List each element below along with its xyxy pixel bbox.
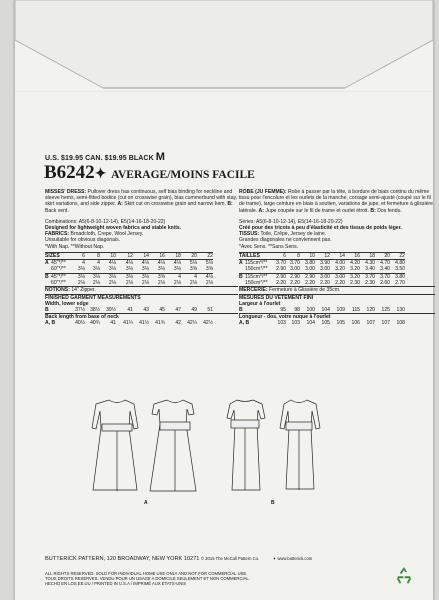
pattern-envelope-back (14, 0, 434, 600)
website: ✦ www.butterick.com (272, 556, 313, 561)
table-cell: 2.20 (305, 280, 315, 287)
table-cell: 3.00 (335, 273, 345, 280)
table-cell: 3.20 (350, 273, 360, 280)
recycle-icon (395, 566, 413, 589)
table-cell: 45"*/** (51, 273, 66, 280)
copyright: © 2015 The McCall Pattern Co. (200, 556, 260, 561)
table-cell: 3⅛ (125, 266, 133, 273)
fr-finished-label: MESURES DU VÊTEMENT FINI (239, 294, 435, 301)
table-row (239, 273, 405, 280)
table-cell: B (239, 306, 243, 313)
table-cell: 40½ (75, 320, 85, 327)
table-cell: 51 (207, 306, 213, 313)
table-cell: 45"*/** (51, 260, 66, 267)
table-cell: 45 (159, 306, 165, 313)
table-cell: 4⅛ (108, 260, 116, 267)
table-cell: 2⅛ (77, 280, 85, 287)
difficulty-level: AVERAGE/MOINS FACILE (111, 169, 255, 181)
table-cell: 3⅝ (157, 273, 165, 280)
dress-b-front-sketch (280, 400, 320, 490)
table-cell: 107 (366, 320, 375, 327)
table-cell: 16 (159, 252, 165, 259)
table-cell: 49 (191, 306, 197, 313)
table-cell: 3.00 (290, 266, 300, 273)
table-cell: 2.90 (305, 273, 315, 280)
table-cell: 47 (175, 306, 181, 313)
table-cell: A (45, 260, 49, 267)
table-cell: 3.70 (290, 260, 300, 267)
legal-notices: ALL RIGHTS RESERVED. SOLD FOR INDIVIDUAL HOME USE ONLY AND NOT FOR COMMERCIAL USE. TOUS DROITS RESERVES. VENDU POUR UN USAGE A DOMICILE SEULEMENT ET NON COMMERCIAL. HECHO EN LOS EE.UU / PRINTED IN U.S.A / IMPRIMÉ AUX ETATS-UNIS (45, 571, 250, 586)
table-cell: 4.30 (365, 260, 375, 267)
table-row (45, 320, 213, 326)
table-cell: 2⅛ (189, 280, 197, 287)
table-row (45, 266, 213, 273)
en-fabrics: FABRICS: Broadcloth, Crepe, Wool Jersey. (45, 231, 144, 238)
star-icon: ✦ (94, 167, 107, 182)
dress-a-front-sketch (92, 400, 138, 491)
table-cell: 3⅛ (157, 266, 165, 273)
fr-designed: Créé pour des tricots à peu d'élasticité et des tissus de poids léger. (239, 225, 402, 232)
table-cell: 95 (280, 306, 286, 313)
publisher-footer (45, 556, 312, 562)
en-sizes-label: SIZES (45, 252, 60, 259)
pattern-number-line (44, 162, 255, 184)
table-cell: 4 (178, 273, 181, 280)
table-cell: 8 (97, 252, 100, 259)
table-cell: 4⅛ (141, 260, 149, 267)
table-cell: 37½ (75, 306, 85, 313)
en-yardage-table (45, 252, 213, 286)
table-cell: 3⅛ (125, 273, 133, 280)
fr-length-table (239, 320, 405, 326)
table-cell: 115 (351, 306, 360, 313)
en-nap: *With Nap. **Without Nap. (45, 243, 105, 250)
table-cell: 2⅛ (125, 280, 133, 287)
fr-width-label: Largeur à l'ourlet (239, 300, 281, 307)
price-us: U.S. $19.95 (45, 155, 84, 162)
fr-combinations: Séries: A5(6-8-10-12-14), E5(14-16-18-20-22) (239, 218, 343, 225)
table-cell: 3⅝ (189, 266, 197, 273)
table-cell: 5⅛ (205, 260, 213, 267)
table-cell: 3.20 (335, 266, 345, 273)
publisher-address: BUTTERICK PATTERN, 120 BROADWAY, NEW YORK 10271 (45, 556, 200, 562)
table-cell: 4⅛ (157, 260, 165, 267)
table-cell: A, B (239, 320, 250, 327)
table-cell: 6 (82, 252, 85, 259)
table-cell: 20 (191, 252, 197, 259)
table-cell: 98 (294, 306, 300, 313)
table-cell: 3⅛ (108, 273, 116, 280)
price-can: CAN. $19.95 (85, 155, 127, 162)
table-cell: 3.80 (305, 260, 315, 267)
table-cell: 2⅛ (157, 280, 165, 287)
table-cell: 41¼ (123, 320, 133, 327)
table-cell: 2.60 (380, 280, 390, 287)
table-cell: 106 (351, 320, 360, 327)
table-cell: 5⅛ (189, 260, 197, 267)
pattern-number: B6242 (44, 162, 95, 183)
table-cell: 16 (354, 252, 360, 259)
table-cell: 41¾ (155, 320, 165, 327)
table-cell: 2.30 (365, 280, 375, 287)
sketch-label-b: B (271, 500, 275, 506)
technical-sketches (87, 396, 337, 512)
table-cell: 38½ (90, 306, 100, 313)
table-row (239, 266, 405, 273)
table-cell: 108 (396, 320, 405, 327)
en-length-table (45, 320, 213, 326)
table-cell: 3.40 (365, 266, 375, 273)
table-cell: 8 (297, 252, 300, 259)
table-cell: 4⅛ (173, 260, 181, 267)
table-cell: 12 (324, 252, 330, 259)
table-cell: 3.00 (320, 273, 330, 280)
table-cell: 40¾ (90, 320, 100, 327)
en-combinations: Combinations: A5(6-8-10-12-14), E5(14-16-18-20-22) (45, 218, 166, 225)
dress-b-back-sketch (227, 400, 265, 490)
table-cell: 42¼ (187, 320, 197, 327)
fr-nap: *Avec Sens. **Sans Sens. (239, 243, 299, 250)
table-cell: 3.20 (350, 266, 360, 273)
en-notions: NOTIONS: 14" Zipper. (45, 286, 238, 293)
table-cell: 3.00 (305, 266, 315, 273)
table-cell: 4.80 (395, 260, 405, 267)
table-cell: 104 (321, 306, 330, 313)
table-cell: 2⅛ (108, 280, 116, 287)
table-cell: 3.70 (365, 273, 375, 280)
table-cell: 2.30 (350, 280, 360, 287)
table-cell: 3.80 (395, 273, 405, 280)
table-cell: 100 (306, 306, 315, 313)
table-row (239, 280, 405, 286)
french-column (239, 189, 435, 327)
table-cell: 3⅛ (92, 266, 100, 273)
table-cell: 4 (97, 260, 100, 267)
table-cell: 105 (336, 320, 345, 327)
table-cell: 2.90 (276, 273, 286, 280)
en-finished-label: FINISHED GARMENT MEASUREMENTS (45, 294, 238, 301)
table-cell: 6 (283, 252, 286, 259)
brand-initial: M (155, 151, 166, 163)
table-cell: 39½ (106, 306, 116, 313)
table-cell: 14 (339, 252, 345, 259)
fr-sizes-label: TAILLES (239, 252, 260, 259)
table-cell: 115cm*/** (245, 273, 268, 280)
table-cell: 2.70 (395, 280, 405, 287)
table-cell: 42½ (203, 320, 213, 327)
en-length-label: Back length from base of neck (45, 313, 238, 320)
table-cell: 4.00 (335, 260, 345, 267)
table-cell: 4.20 (350, 260, 360, 267)
table-cell: 60"*/** (51, 280, 66, 287)
table-cell: 125 (381, 306, 390, 313)
table-cell: 3⅛ (141, 266, 149, 273)
en-designed: Designed for lightweight woven fabrics and stable knits. (45, 225, 182, 232)
table-cell: 18 (175, 252, 181, 259)
table-cell: B (239, 273, 243, 280)
table-cell: 3⅛ (173, 266, 181, 273)
table-cell: 3.50 (395, 266, 405, 273)
table-cell: 3⅛ (77, 266, 85, 273)
fr-metric-table (239, 252, 405, 286)
fr-notions: MERCERIE: Fermeture à Glissière de 35cm. (239, 286, 435, 293)
table-cell: 10 (110, 252, 116, 259)
table-cell: 3.90 (320, 260, 330, 267)
table-cell: 3⅛ (77, 273, 85, 280)
table-cell: 4⅛ (205, 273, 213, 280)
table-cell: 3⅛ (141, 273, 149, 280)
table-cell: 130 (396, 306, 405, 313)
table-cell: 60"*/** (51, 266, 66, 273)
table-cell: 2.90 (290, 273, 300, 280)
color-code: BLACK (128, 155, 154, 162)
table-cell: B (45, 306, 49, 313)
en-description: MISSES' DRESS: Pullover dress has continuous, self bias binding for neckline and sleeve hems, semi-fitted bodice (cut on crosswise grain), bias cummerbund with stay, skirt variations, and side zipper. A: Skirt cut on crosswise grain and narrow hem. B: Back vent. (45, 189, 238, 214)
table-cell: 2.20 (276, 280, 286, 287)
table-cell: 41½ (139, 320, 149, 327)
fr-description: ROBE (JU FEMME): Robe à passer par la tête, à bordure de biais continu du même tissu pour l'encolure et les ourlets de la manche, corsage semi-ajusté (coupé sur le fil de trame), large ceinture en biais à soutien, variations de jupe, et fermeture à glissière latérale. A: Jupe coupée sur le fil de trame et ourlet étroit. B: Dos fendu. (239, 189, 433, 214)
table-cell: 4 (82, 260, 85, 267)
table-cell: 2.20 (320, 280, 330, 287)
table-cell: 2.20 (290, 280, 300, 287)
en-width-label: Width, lower edge (45, 300, 89, 307)
table-cell: 150cm*/** (245, 266, 268, 273)
table-cell: 107 (381, 320, 390, 327)
table-cell: 2⅛ (173, 280, 181, 287)
table-cell: 20 (384, 252, 390, 259)
table-cell: 41 (127, 306, 133, 313)
envelope-flap (15, 0, 433, 92)
table-cell: B (45, 273, 49, 280)
table-cell: 150cm*/** (245, 280, 268, 287)
table-row (239, 260, 405, 267)
table-row (45, 260, 213, 267)
table-row (239, 320, 405, 326)
table-cell: 4⅛ (125, 260, 133, 267)
table-cell: 2⅛ (92, 280, 100, 287)
table-cell: 3.70 (276, 260, 286, 267)
table-cell: 105 (321, 320, 330, 327)
table-cell: 4 (194, 273, 197, 280)
table-cell: 3⅛ (108, 266, 116, 273)
table-cell: 3.00 (320, 266, 330, 273)
table-cell: 22 (207, 252, 213, 259)
table-cell: A, B (45, 320, 56, 327)
table-cell: 18 (369, 252, 375, 259)
table-cell: 2⅛ (205, 280, 213, 287)
english-column (45, 189, 238, 327)
fr-length-label: Longueur - dos, votre nuque à l'ourlet (239, 313, 435, 320)
table-cell: 2⅛ (141, 280, 149, 287)
table-row (45, 273, 213, 280)
table-cell: 120 (366, 306, 375, 313)
table-cell: 43 (143, 306, 149, 313)
table-cell: 109 (336, 306, 345, 313)
table-cell: 103 (291, 320, 300, 327)
fr-fabrics: TISSUS: Toile, Crêpe, Jersey de laine. (239, 231, 327, 238)
table-cell: A (239, 260, 243, 267)
table-cell: 4.70 (380, 260, 390, 267)
table-cell: 115cm*/** (245, 260, 268, 267)
en-unsuitable: Unsuitable for obvious diagonals. (45, 237, 121, 244)
table-cell: 104 (306, 320, 315, 327)
table-cell: 2.90 (276, 266, 286, 273)
table-cell: 42 (175, 320, 181, 327)
table-cell: 3.70 (380, 273, 390, 280)
table-cell: 3⅝ (205, 266, 213, 273)
table-cell: 103 (277, 320, 286, 327)
table-cell: 3.40 (380, 266, 390, 273)
table-cell: 41 (110, 320, 116, 327)
table-cell: 14 (143, 252, 149, 259)
sketch-label-a: A (144, 500, 148, 506)
table-cell: 10 (309, 252, 315, 259)
table-cell: 12 (127, 252, 133, 259)
dress-a-alt-sketch (150, 400, 196, 491)
table-cell: 3⅛ (92, 273, 100, 280)
table-cell: 2.20 (335, 280, 345, 287)
fr-unsuitable: Grandes diagonales ne conviennent pas. (239, 237, 332, 244)
table-cell: 22 (399, 252, 405, 259)
